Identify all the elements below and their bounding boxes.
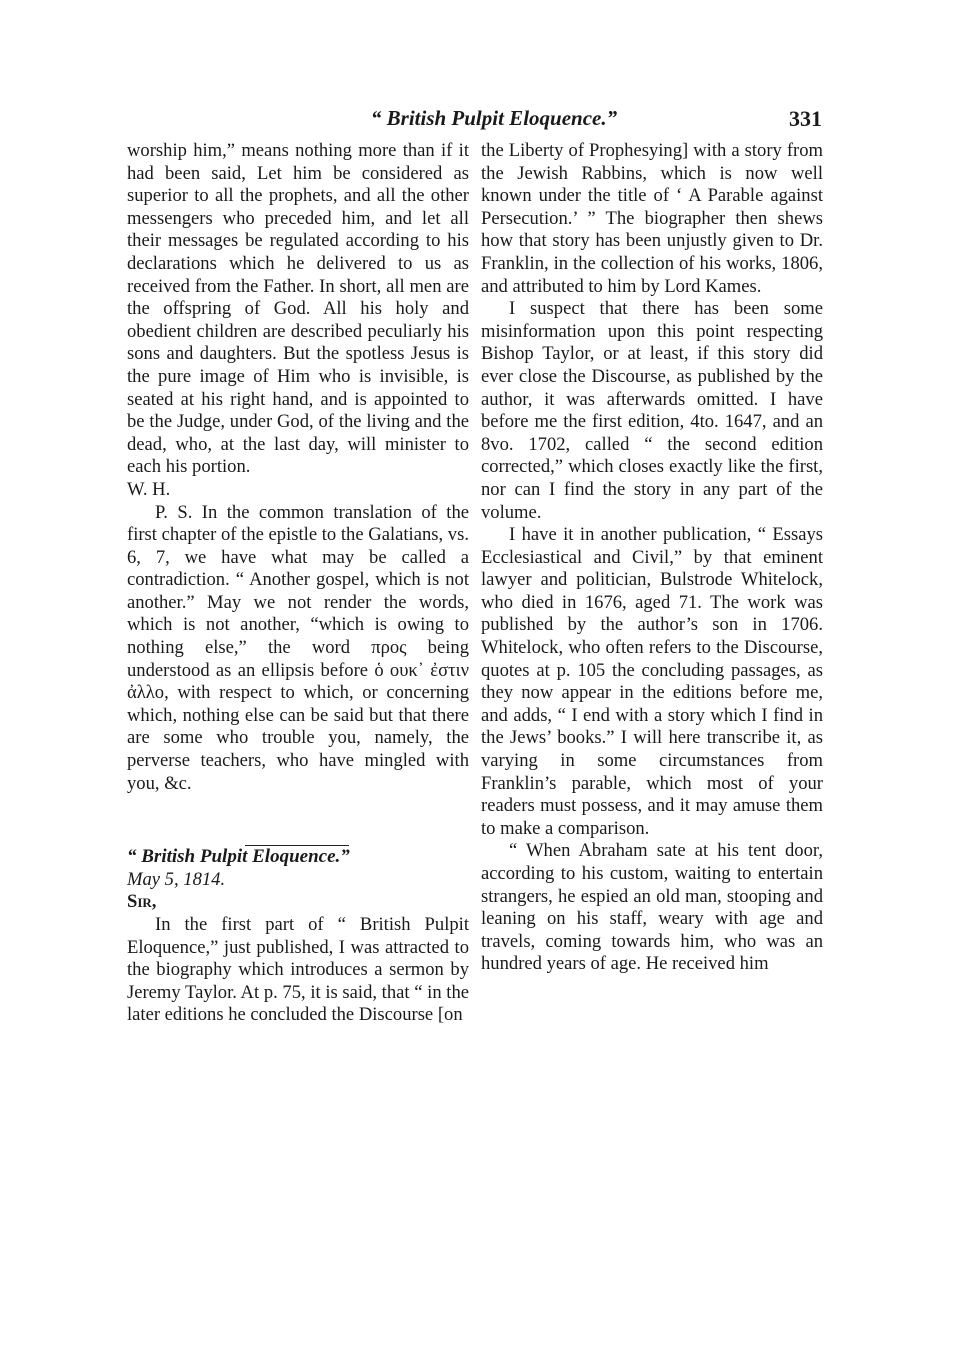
left-column	[127, 140, 469, 1027]
letter-paragraph: In the first part of “ British Pulpit Eloquence,” just published, I was attracted to the biography which introduces a sermon by Jeremy Taylor. At p. 75, it is said, that “ in the later editions he concluded the Discourse [on	[127, 914, 469, 1026]
right-paragraph-3: I have it in another publication, “ Essays Ecclesiastical and Civil,” by that eminent lawyer and politician, Bulstrode Whitelock, who died in 1676, aged 71. The work was published by the author’s son in 1706. Whitelock, who often refers to the Discourse, quotes at p. 105 the concluding passages, as they now appear in the editions before me, and adds, “ I end with a story which I find in the Jews’ books.” I will here transcribe it, as varying in some circumstances from Franklin’s parable, which most of your readers must possess, and it may amuse them to make a comparison.	[481, 524, 823, 839]
letter-date: May 5, 1814.	[127, 868, 226, 890]
right-paragraph-4: “ When Abraham sate at his tent door, according to his custom, waiting to entertain strangers, he espied an old man, stooping and leaning on his staff, weary with age and travels, coming towards him, who was an hundred years of age. He received him	[481, 840, 823, 975]
running-head	[128, 106, 822, 138]
right-column	[481, 140, 823, 976]
signature: W. H.	[127, 478, 171, 500]
running-title: “ British Pulpit Eloquence.”	[370, 106, 618, 130]
letter-heading: “ British Pulpit Eloquence.”	[127, 846, 350, 868]
right-paragraph-2: I suspect that there has been some misinformation upon this point respecting Bishop Taylor, or at least, if this story did ever close the Discourse, as published by the author, it was afterwards omitted. I have before me the first edition, 4to. 1647, and an 8vo. 1702, called “ the second edition corrected,” which closes exactly like the first, nor can I find the story in any part of the volume.	[481, 298, 823, 523]
right-paragraph-1: the Liberty of Prophesying] with a story from the Jewish Rabbins, which is now well known under the title of ‘ A Parable against Persecution.’ ” The biographer then shews how that story has been unjustly given to Dr. Franklin, in the collection of his works, 1806, and attributed to him by Lord Kames.	[481, 140, 823, 297]
page-number: 331	[789, 106, 822, 131]
postscript: P. S. In the common translation of the first chapter of the epistle to the Galatians, vs. 6, 7, we have what may be called a contradiction. “ Another gospel, which is not another.” May we not render the words, which is not another, “which is owing to nothing else,” the word προς being understood as an ellipsis before ὁ ουκ᾽ ἐστιν ἀλλο, with respect to which, or concerning which, nothing else can be said but that there are some who trouble you, namely, the perverse teachers, who have mingled with you, &c.	[127, 501, 469, 794]
left-paragraph-1: worship him,” means nothing more than if it had been said, Let him be considered as superior to all the prophets, and all the other messengers who preceded him, and let all their messages be regulated according to his declarations which he delivered to us as received from the Father. In short, all men are the offspring of God. All his holy and obedient children are described peculiarly his sons and daughters. But the spotless Jesus is the pure image of Him who is invisible, is seated at his right hand, and is appointed to be the Judge, under God, of the living and the dead, who, at the last day, will minister to each his portion.	[127, 140, 469, 478]
salutation: Sir,	[127, 891, 157, 913]
